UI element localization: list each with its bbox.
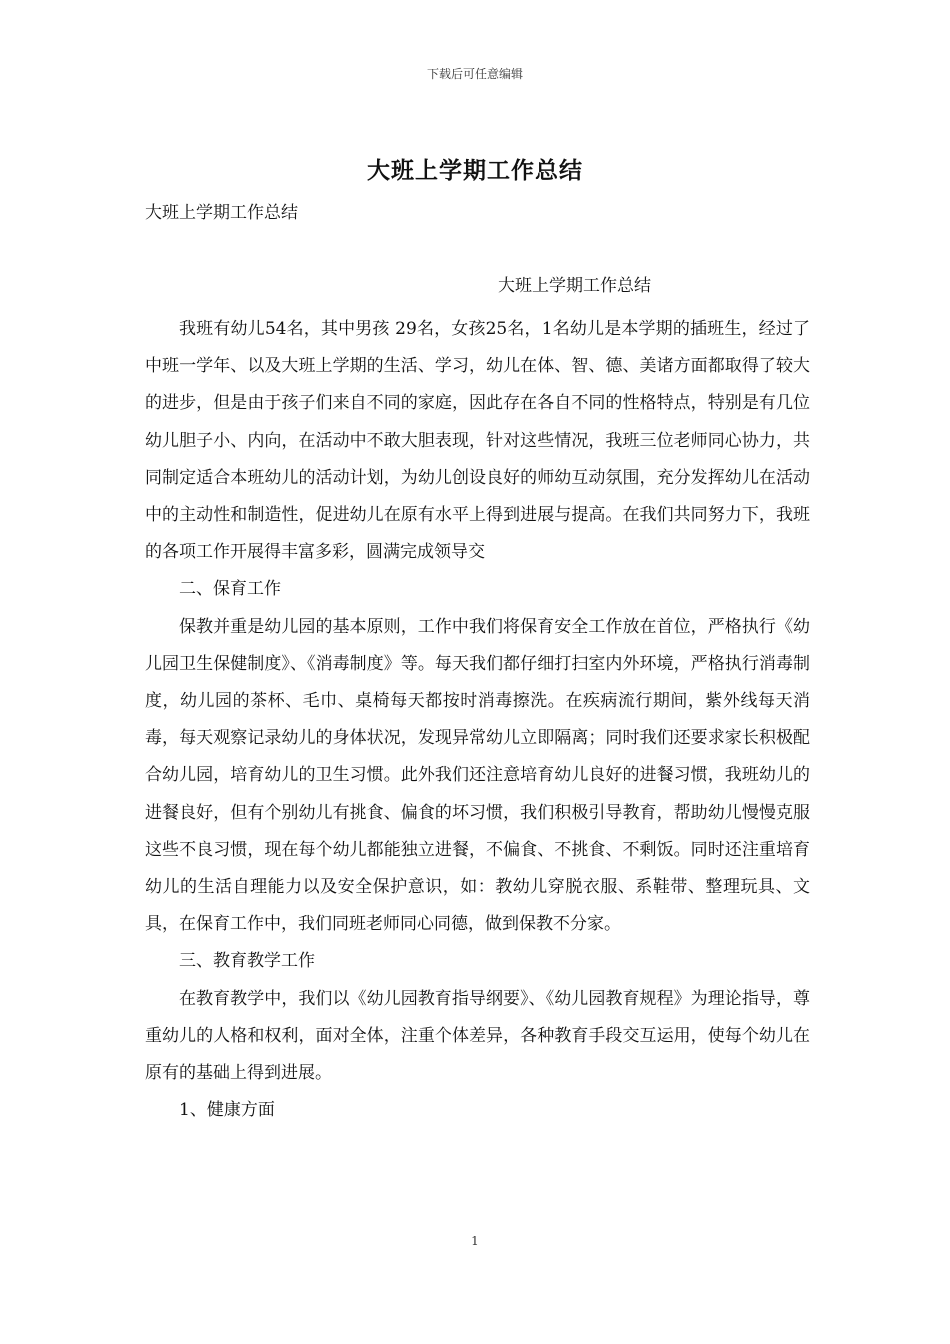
paragraph-teaching: 在教育教学中，我们以《幼儿园教育指导纲要》、《幼儿园教育规程》为理论指导，尊重幼儿的人格和权利，面对全体，注重个体差异，各种教育手段交互运用，使每个幼儿在原有的基础上得到进展。	[145, 988, 810, 1084]
document-body	[145, 311, 810, 1129]
page-number: 1	[471, 1234, 479, 1248]
document-title: 大班上学期工作总结	[367, 157, 583, 184]
paragraph-childcare: 保教并重是幼儿园的基本原则，工作中我们将保育安全工作放在首位，严格执行《幼儿园卫生保健制度》、《消毒制度》等。每天我们都仔细打扫室内外环境，严格执行消毒制度，幼儿园的茶杯、毛巾、桌椅每天都按时消毒擦洗。在疾病流行期间，紫外线每天消毒，每天观察记录幼儿的身体状况，发现异常幼儿立即隔离；同时我们还要求家长积极配合幼儿园，培育幼儿的卫生习惯。此外我们还注意培育幼儿良好的进餐习惯，我班幼儿的进餐良好，但有个别幼儿有挑食、偏食的坏习惯，我们积极引导教育，帮助幼儿慢慢克服这些不良习惯，现在每个幼儿都能独立进餐，不偏食、不挑食、不剩饭。同时还注重培育幼儿的生活自理能力以及安全保护意识，如：教幼儿穿脱衣服、系鞋带、整理玩具、文具，在保育工作中，我们同班老师同心同德，做到保教不分家。	[145, 616, 810, 935]
document-subtitle: 大班上学期工作总结	[145, 203, 298, 223]
document-subtitle-centered: 大班上学期工作总结	[498, 276, 651, 296]
section-heading-teaching: 三、教育教学工作	[179, 951, 315, 972]
paragraph-class-overview: 我班有幼儿54名，其中男孩 29名，女孩25名，1名幼儿是本学期的插班生，经过了中班一学年、以及大班上学期的生活、学习，幼儿在体、智、德、美诸方面都取得了较大的进步，但是由于孩子们来自不同的家庭，因此存在各自不同的性格特点，特别是有几位幼儿胆子小、内向，在活动中不敢大胆表现，针对这些情况，我班三位老师同心协力，共同制定适合本班幼儿的活动计划，为幼儿创设良好的师幼互动氛围，充分发挥幼儿在活动中的主动性和制造性，促进幼儿在原有水平上得到进展与提高。在我们共同努力下，我班的各项工作开展得丰富多彩，圆满完成领导交	[145, 319, 810, 563]
subsection-heading-health: 1、健康方面	[179, 1100, 275, 1121]
section-heading-childcare: 二、保育工作	[179, 579, 281, 600]
page-header-note: 下载后可任意编辑	[426, 67, 523, 81]
